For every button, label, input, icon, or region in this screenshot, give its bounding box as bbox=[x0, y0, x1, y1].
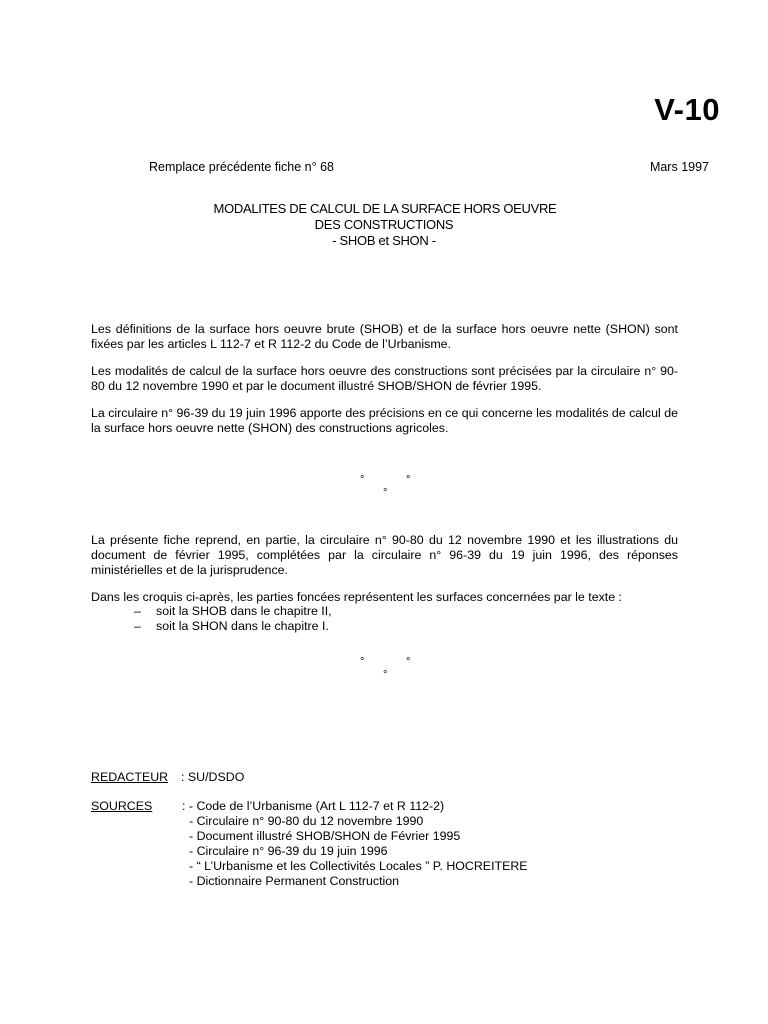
separator-ornament bbox=[357, 474, 427, 504]
source-item: - “ L’Urbanisme et les Collectivités Locales ” P. HOCREITERE bbox=[189, 859, 528, 873]
paragraph-definitions: Les définitions de la surface hors oeuvre brute (SHOB) et de la surface hors oeuvre nette (SHON) sont fixées par les articles L 112-7 et R 112-2 du Code de l’Urbanisme. bbox=[91, 322, 678, 351]
source-item: - Circulaire n° 96-39 du 19 juin 1996 bbox=[189, 844, 388, 858]
degree-mark: ° bbox=[360, 656, 365, 668]
paragraph-circulaire: La circulaire n° 96-39 du 19 juin 1996 apporte des précisions en ce qui concerne les modalités de calcul de la surface hors oeuvre nette (SHON) des constructions agricoles. bbox=[91, 406, 678, 435]
paragraph-croquis: Dans les croquis ci-après, les parties foncées représentent les surfaces concernées par le texte : bbox=[91, 590, 622, 604]
dash-marker: – bbox=[134, 619, 141, 633]
title-line-1: MODALITES DE CALCUL DE LA SURFACE HORS OEUVRE bbox=[213, 201, 557, 216]
list-item bbox=[134, 604, 332, 619]
paragraph-presente-fiche: La présente fiche reprend, en partie, la circulaire n° 90-80 du 12 novembre 1990 et les illustrations du document de février 1995, complétées par la circulaire n° 96-39 du 19 juin 1996, des réponses ministérielles et de la jurisprudence. bbox=[91, 533, 678, 577]
list-item bbox=[134, 619, 332, 634]
title-line-3: - SHOB et SHON - bbox=[332, 233, 436, 248]
separator-ornament bbox=[357, 656, 427, 686]
sources-label: SOURCES bbox=[91, 799, 153, 813]
source-item: - Circulaire n° 90-80 du 12 novembre 1990 bbox=[189, 814, 424, 828]
degree-mark: ° bbox=[406, 474, 411, 486]
dash-marker: – bbox=[134, 604, 141, 618]
paragraph-modalites: Les modalités de calcul de la surface hors oeuvre des constructions sont précisées par la circulaire n° 90-80 du 12 novembre 1990 et par le document illustré SHOB/SHON de février 1995. bbox=[91, 364, 678, 393]
redacteur-value: : SU/DSDO bbox=[181, 770, 245, 784]
redacteur-label: REDACTEUR bbox=[91, 770, 169, 784]
document-title bbox=[0, 201, 768, 249]
degree-mark: ° bbox=[383, 487, 388, 499]
sheet-date: Mars 1997 bbox=[649, 160, 709, 174]
sheet-code: V-10 bbox=[654, 92, 720, 127]
source-item: - Document illustré SHOB/SHON de Février 1995 bbox=[189, 829, 461, 843]
source-item: : - Code de l’Urbanisme (Art L 112-7 et R 112-2) bbox=[182, 799, 445, 813]
degree-mark: ° bbox=[360, 474, 365, 486]
title-line-2: DES CONSTRUCTIONS bbox=[314, 217, 454, 232]
source-item: - Dictionnaire Permanent Construction bbox=[189, 874, 400, 888]
list-item-text: soit la SHOB dans le chapitre II, bbox=[156, 604, 332, 618]
replaces-note: Remplace précédente fiche n° 68 bbox=[149, 160, 334, 174]
list-item-text: soit la SHON dans le chapitre I. bbox=[156, 619, 329, 633]
bullet-list bbox=[134, 604, 332, 634]
degree-mark: ° bbox=[406, 656, 411, 668]
sources-list bbox=[182, 799, 528, 889]
degree-mark: ° bbox=[383, 669, 388, 681]
